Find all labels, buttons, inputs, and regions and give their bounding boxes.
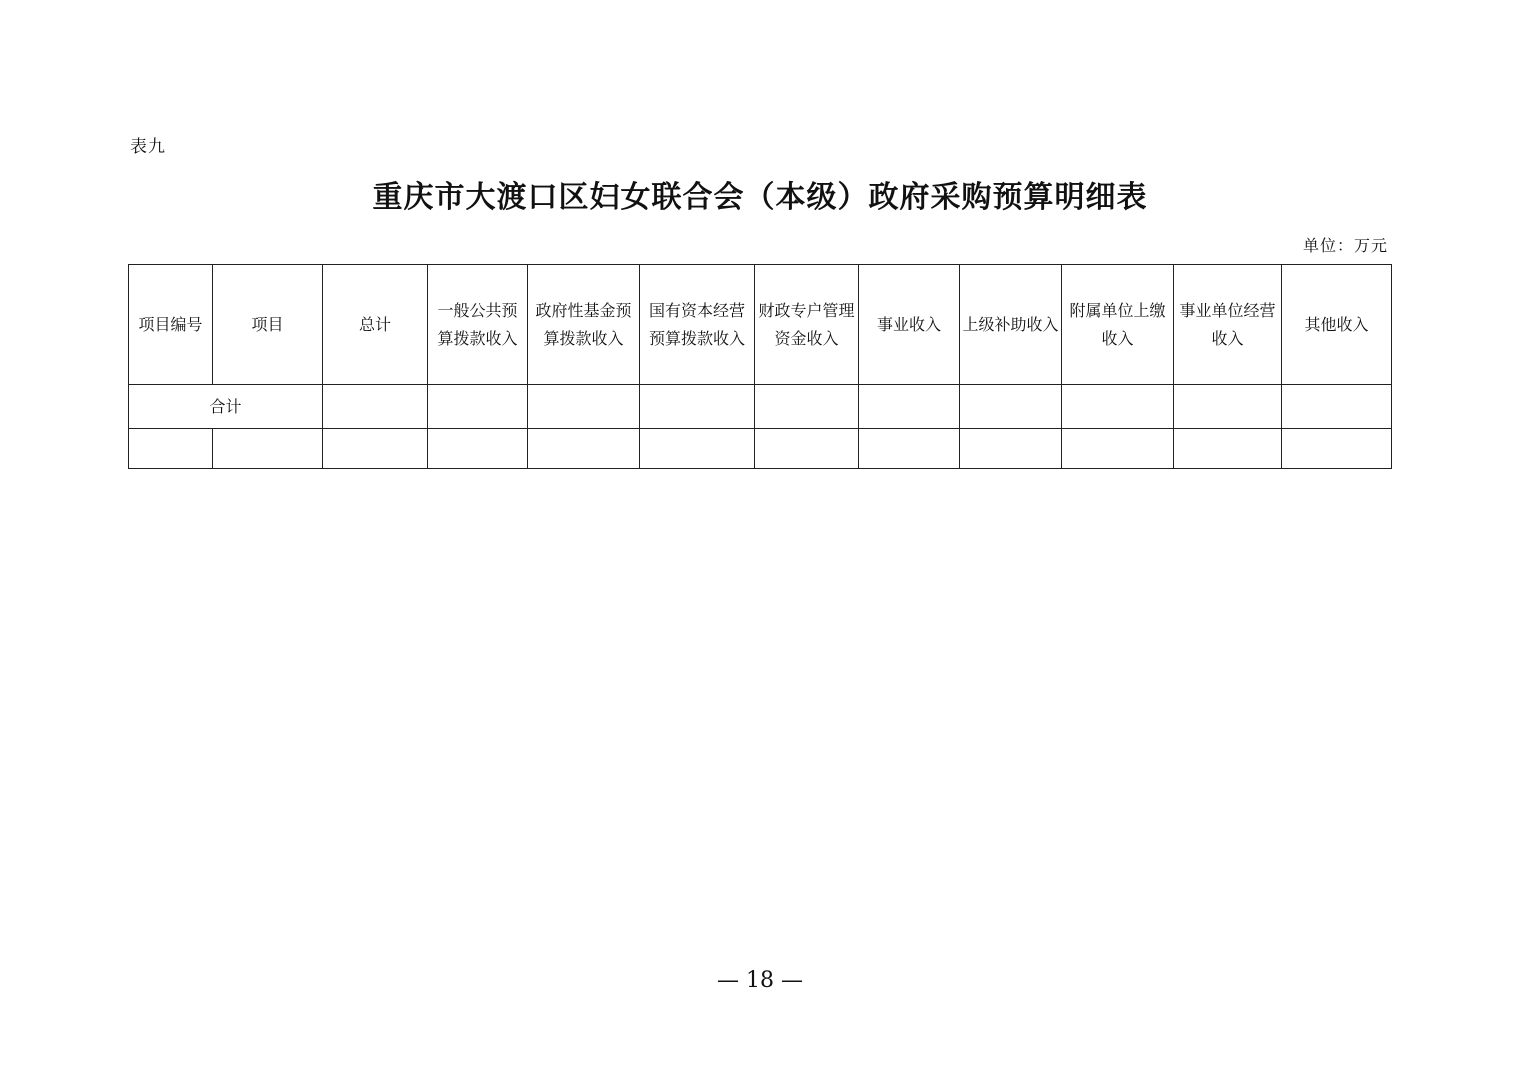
header-other-income: 其他收入 bbox=[1282, 265, 1392, 385]
header-project: 项目 bbox=[213, 265, 323, 385]
page-number: — 18 — bbox=[717, 968, 803, 993]
table-cell bbox=[528, 429, 640, 469]
table-cell bbox=[755, 429, 859, 469]
table-header-row bbox=[129, 265, 1392, 385]
table-cell bbox=[960, 429, 1062, 469]
total-cell bbox=[1282, 385, 1392, 429]
header-superior-subsidy: 上级补助收入 bbox=[960, 265, 1062, 385]
total-cell bbox=[428, 385, 528, 429]
total-cell bbox=[640, 385, 755, 429]
table-cell bbox=[428, 429, 528, 469]
header-gov-fund: 政府性基金预算拨款收入 bbox=[528, 265, 640, 385]
table-cell bbox=[640, 429, 755, 469]
table-row bbox=[129, 429, 1392, 469]
table-cell bbox=[129, 429, 213, 469]
total-label: 合计 bbox=[129, 385, 323, 429]
table-cell bbox=[859, 429, 960, 469]
header-business-income: 事业收入 bbox=[859, 265, 960, 385]
total-cell bbox=[323, 385, 428, 429]
header-general-budget: 一般公共预算拨款收入 bbox=[428, 265, 528, 385]
header-affiliated-unit: 附属单位上缴收入 bbox=[1062, 265, 1174, 385]
header-project-code: 项目编号 bbox=[129, 265, 213, 385]
table-cell bbox=[1062, 429, 1174, 469]
header-special-account: 财政专户管理资金收入 bbox=[755, 265, 859, 385]
table-cell bbox=[213, 429, 323, 469]
header-state-capital: 国有资本经营预算拨款收入 bbox=[640, 265, 755, 385]
table-label: 表九 bbox=[130, 137, 166, 157]
total-cell bbox=[1062, 385, 1174, 429]
table-cell bbox=[323, 429, 428, 469]
procurement-budget-table bbox=[128, 264, 1392, 469]
total-cell bbox=[755, 385, 859, 429]
document-title: 重庆市大渡口区妇女联合会（本级）政府采购预算明细表 bbox=[372, 180, 1148, 215]
unit-label: 单位：万元 bbox=[1302, 236, 1388, 255]
total-cell bbox=[1174, 385, 1282, 429]
total-cell bbox=[528, 385, 640, 429]
total-cell bbox=[960, 385, 1062, 429]
header-operating-income: 事业单位经营收入 bbox=[1174, 265, 1282, 385]
header-total: 总计 bbox=[323, 265, 428, 385]
table-cell bbox=[1282, 429, 1392, 469]
table-cell bbox=[1174, 429, 1282, 469]
total-row bbox=[129, 385, 1392, 429]
total-cell bbox=[859, 385, 960, 429]
